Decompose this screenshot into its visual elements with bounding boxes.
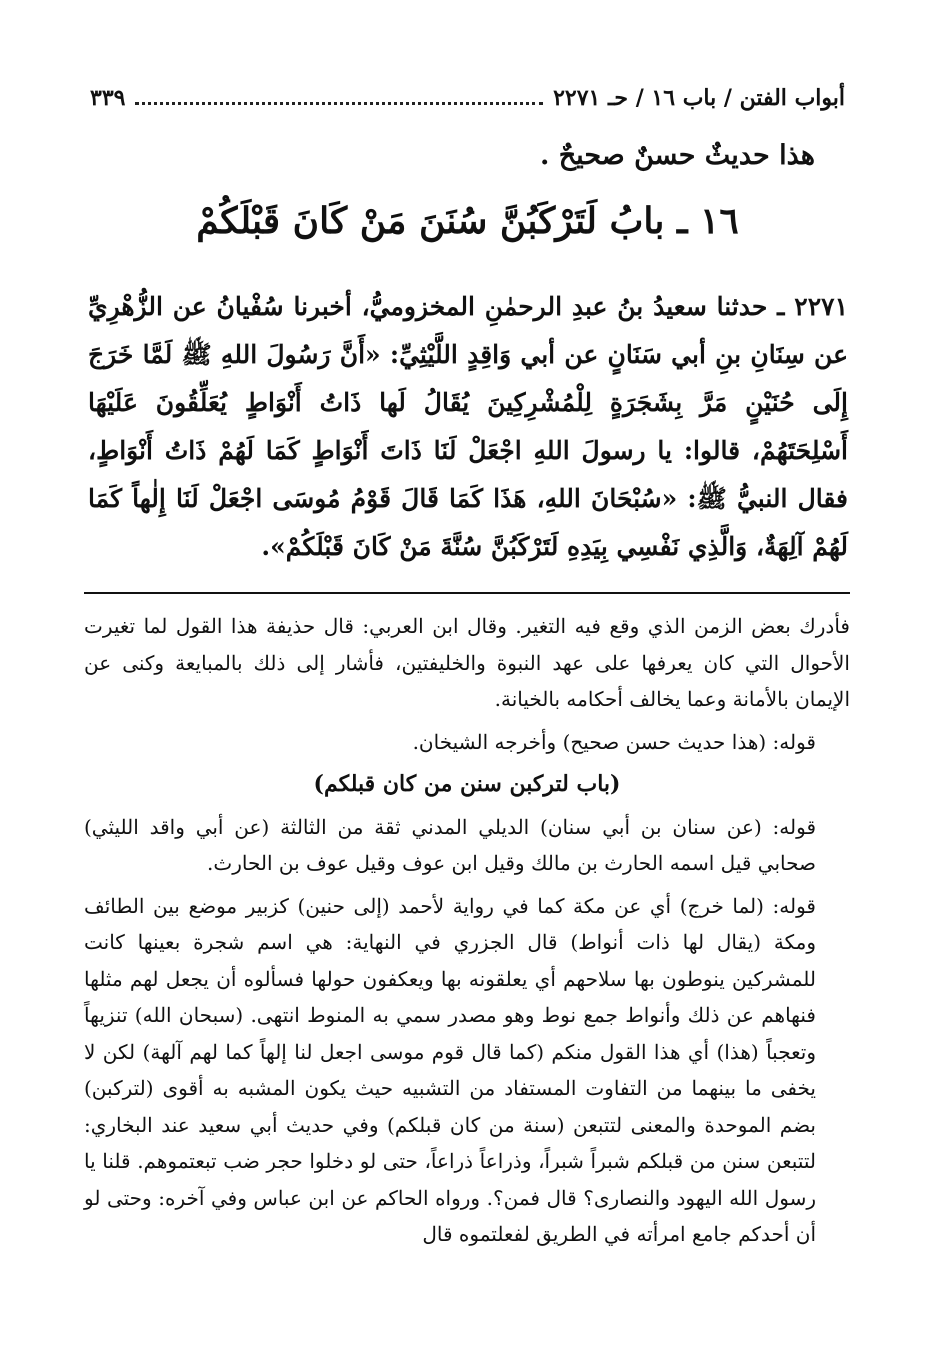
hadith-text: ٢٢٧١ ـ حدثنا سعيدُ بنُ عبدِ الرحمٰنِ المخزوميُّ، أخبرنا سُفْيانُ عن الزُّهْرِيِّ عن سِنَانِ بنِ أبي سَنَانٍ عن أبي وَاقِدٍ اللَّيْثِيِّ: «أَنَّ رَسُولَ اللهِ ﷺ لَمَّا خَرَجَ إِلَى حُنَيْنٍ مَرَّ بِشَجَرَةٍ لِلْمُشْرِكِينَ يُقَالُ لَها ذَاتُ أَنْوَاطٍ يُعَلِّقُونَ عَلَيْهَا أَسْلِحَتَهُمْ، قالوا: يا رسولَ اللهِ اجْعَلْ لَنَا ذَاتَ أَنْوَاطٍ كَمَا لَهُمْ ذَاتُ أَنْوَاطٍ، فقال النبيُّ ﷺ: «سُبْحَانَ اللهِ، هَذَا كَمَا قَالَ قَوْمُ مُوسَى اجْعَلْ لَنَا إِلٰهاً كَمَا لَهُمْ آلِهَةٌ، وَالَّذِي نَفْسِي بِيَدِهِ لَتَرْكَبُنَّ سُنَّةَ مَنْ كَانَ قَبْلَكُمْ». <box>88 292 848 561</box>
commentary-paragraph: قوله: (هذا حديث حسن صحيح) وأخرجه الشيخان. <box>412 729 816 754</box>
running-header <box>90 78 845 118</box>
footnote-divider <box>84 592 850 594</box>
commentary-paragraph: قوله: (عن سنان بن أبي سنان) الديلي المدني ثقة من الثالثة (عن أبي واقد الليثي) صحابي قيل اسمه الحارث بن مالك وقيل ابن عوف وقيل عوف بن الحارث. <box>84 814 816 875</box>
section-heading: (باب لتركبن سنن من كان قبلكم) <box>313 771 621 797</box>
commentary-paragraph: فأدرك بعض الزمن الذي وقع فيه التغير. وقال ابن العربي: قال حذيفة هذا القول لما تغيرت الأحوال التي كان يعرفها على عهد النبوة والخليفتين، فأشار إلى ذلك بالمبايعة وكنى عن الإيمان بالأمانة وعما يخالف أحكامه بالخيانة. <box>84 614 850 711</box>
dotted-leader <box>135 98 543 105</box>
commentary <box>84 608 850 1253</box>
chapter-reference: أبواب الفتن / باب ١٦ / حـ ٢٢٧١ <box>553 85 845 111</box>
chapter-title: ١٦ ـ بابُ لَتَرْكَبُنَّ سُنَنَ مَنْ كَانَ قَبْلَكُمْ <box>196 200 739 242</box>
commentary-paragraph: قوله: (لما خرج) أي عن مكة كما في رواية لأحمد (إلى حنين) كزبير موضع بين الطائف ومكة (يقال لها ذات أنواط) قال الجزري في النهاية: هي اسم شجرة بعينها كانت للمشركين ينوطون بها سلاحهم أي يعلقونه بها ويعكفون حولها فسألوه أن يجعل لهم مثلها فنهاهم عن ذلك وأنواط جمع نوط وهو مصدر سمي به المنوط انتهى. (سبحان الله) تنزيهاً وتعجباً (هذا) أي هذا القول منكم (كما قال قوم موسى اجعل لنا إلهاً كما لهم آلهة) لكن لا يخفى ما بينهما من التفاوت المستفاد من التشبيه حيث يكون المشبه به أقوى (لتركبن) بضم الموحدة والمعنى لتتبعن (سنة من كان قبلكم) وفي حديث أبي سعيد عند البخاري: لتتبعن سنن من قبلكم شبراً شبراً، وذراعاً ذراعاً، حتى لو دخلوا حجر ضب تبعتموهم. قلنا يا رسول الله اليهود والنصارى؟ قال فمن؟. ورواه الحاكم عن ابن عباس وفي آخره: وحتى لو أن أحدكم جامع امرأته في الطريق لفعلتموه قال <box>84 893 816 1246</box>
page-number: ٣٣٩ <box>90 85 126 111</box>
hadith-grading: هذا حديثٌ حسنٌ صحيحٌ . <box>539 140 815 171</box>
